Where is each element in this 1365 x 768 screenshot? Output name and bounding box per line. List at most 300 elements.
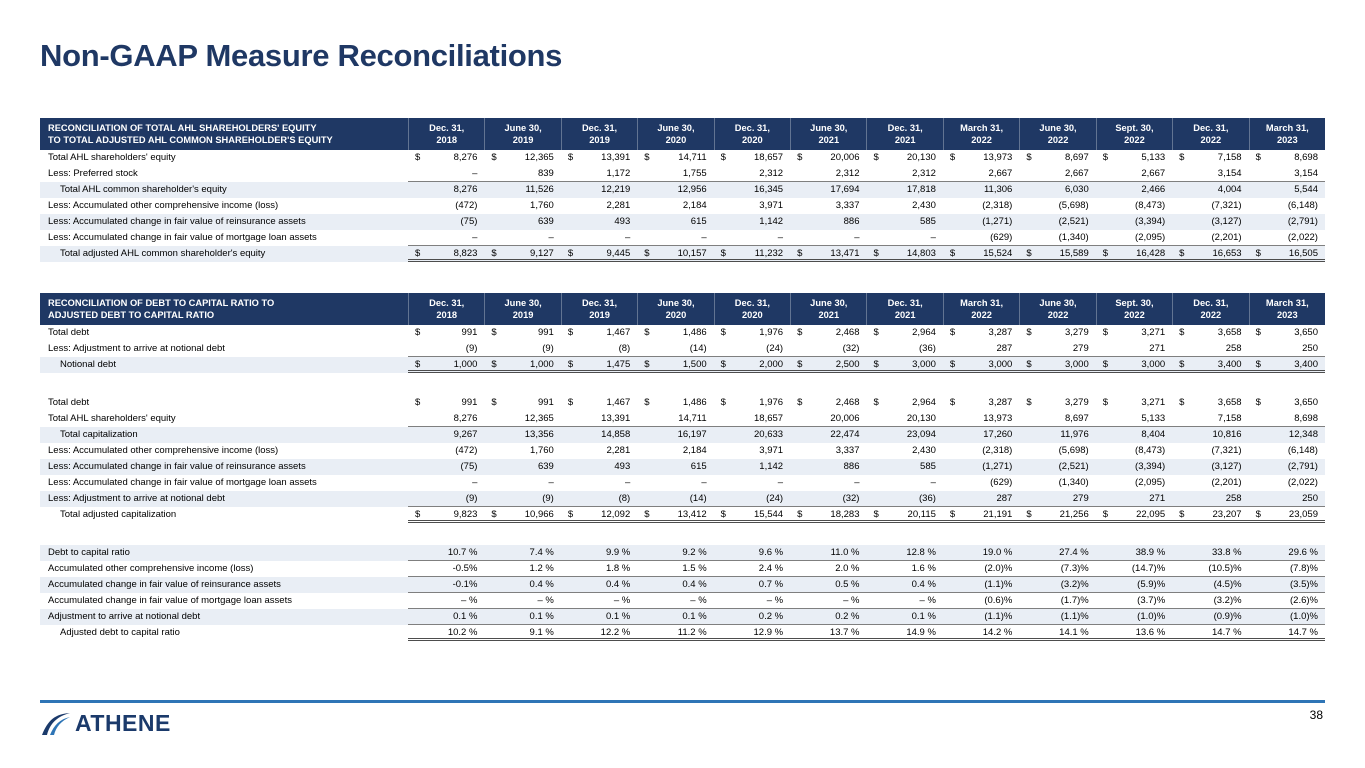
cell-value: (2,791) bbox=[1287, 461, 1318, 472]
value-cell bbox=[1019, 357, 1095, 373]
value-cell bbox=[714, 443, 790, 459]
value-cell bbox=[561, 491, 637, 507]
column-header-line: Dec. 31, bbox=[429, 297, 465, 308]
value-cell bbox=[866, 395, 942, 411]
cell-value: 16,653 bbox=[1212, 248, 1242, 259]
cell-value: – bbox=[624, 477, 631, 488]
cell-value: 1,000 bbox=[530, 359, 554, 370]
column-header bbox=[714, 118, 790, 150]
cell-value: 585 bbox=[920, 461, 936, 472]
dollar-sign: $ bbox=[720, 359, 726, 370]
value-cell bbox=[790, 198, 866, 214]
cell-value: 8,404 bbox=[1141, 429, 1166, 440]
table-header-row bbox=[40, 118, 1325, 150]
cell-value: 0.4 % bbox=[911, 579, 936, 590]
dollar-sign: $ bbox=[1179, 359, 1185, 370]
row-label: Less: Accumulated change in fair value of reinsurance assets bbox=[48, 461, 306, 472]
value-cell bbox=[1249, 357, 1325, 373]
cell-value: (7.8)% bbox=[1290, 563, 1318, 574]
value-cell bbox=[790, 625, 866, 641]
value-cell bbox=[1172, 577, 1248, 593]
cell-value: 21,191 bbox=[983, 509, 1013, 520]
cell-value: 2,184 bbox=[682, 200, 707, 211]
cell-value: 5,133 bbox=[1141, 152, 1166, 163]
cell-value: 13,391 bbox=[601, 413, 631, 424]
cell-value: – bbox=[701, 477, 707, 488]
cell-value: (2,521) bbox=[1058, 461, 1089, 472]
cell-value: 16,505 bbox=[1288, 248, 1318, 259]
value-cell bbox=[866, 411, 942, 427]
cell-value: (7.3)% bbox=[1060, 563, 1089, 574]
cell-value: – % bbox=[919, 595, 936, 606]
cell-value: 991 bbox=[537, 327, 554, 338]
cell-value: (32) bbox=[842, 343, 860, 354]
cell-value: 16,197 bbox=[677, 429, 707, 440]
cell-value: 2,430 bbox=[912, 200, 936, 211]
cell-value: 1,467 bbox=[606, 397, 631, 408]
value-cell bbox=[943, 443, 1019, 459]
value-cell bbox=[866, 507, 942, 523]
dollar-sign: $ bbox=[949, 509, 956, 520]
cell-value: 15,524 bbox=[983, 248, 1013, 259]
cell-value: (3,394) bbox=[1135, 216, 1166, 227]
value-cell bbox=[943, 459, 1019, 475]
section-spacer bbox=[40, 523, 1325, 545]
cell-value: 0.7 % bbox=[758, 579, 784, 590]
value-cell bbox=[408, 459, 484, 475]
value-cell bbox=[1249, 198, 1325, 214]
column-header bbox=[637, 293, 713, 325]
dollar-sign: $ bbox=[1255, 152, 1261, 163]
cell-value: 493 bbox=[614, 216, 631, 227]
value-cell bbox=[1096, 459, 1172, 475]
value-cell bbox=[637, 150, 713, 166]
cell-value: 1,475 bbox=[606, 359, 631, 370]
cell-value: 0.4 % bbox=[605, 579, 631, 590]
value-cell bbox=[484, 625, 560, 641]
value-cell bbox=[714, 561, 790, 577]
cell-value: 16,428 bbox=[1136, 248, 1166, 259]
dollar-sign: $ bbox=[567, 359, 574, 370]
value-cell bbox=[866, 246, 942, 262]
column-header-line: 2022 bbox=[971, 135, 992, 145]
value-cell bbox=[561, 459, 637, 475]
column-header bbox=[866, 118, 942, 150]
value-cell bbox=[408, 166, 484, 182]
cell-value: 20,006 bbox=[830, 152, 860, 163]
row-label: Total AHL shareholders' equity bbox=[48, 413, 176, 424]
value-cell bbox=[1249, 577, 1325, 593]
cell-value: 250 bbox=[1302, 493, 1318, 504]
cell-value: – % bbox=[766, 595, 784, 606]
cell-value: 287 bbox=[996, 493, 1013, 504]
value-cell bbox=[561, 561, 637, 577]
cell-value: 13,973 bbox=[983, 413, 1013, 424]
cell-value: 18,657 bbox=[754, 413, 784, 424]
dollar-sign: $ bbox=[873, 152, 879, 163]
cell-value: 886 bbox=[843, 461, 860, 472]
dollar-sign: $ bbox=[491, 327, 497, 338]
value-cell bbox=[408, 357, 484, 373]
cell-value: – % bbox=[461, 595, 478, 606]
cell-value: (5,698) bbox=[1058, 200, 1089, 211]
cell-value: 11,526 bbox=[525, 184, 554, 195]
dollar-sign: $ bbox=[720, 248, 726, 259]
cell-value: 1,755 bbox=[682, 168, 707, 179]
cell-value: 271 bbox=[1149, 493, 1166, 504]
value-cell bbox=[637, 593, 713, 609]
cell-value: 22,095 bbox=[1136, 509, 1166, 520]
table-row bbox=[40, 593, 1325, 609]
column-header-line: March 31, bbox=[1265, 297, 1309, 308]
cell-value: 21,256 bbox=[1059, 509, 1089, 520]
cell-value: (4.5)% bbox=[1213, 579, 1242, 590]
value-cell bbox=[1172, 609, 1248, 625]
cell-value: 3,271 bbox=[1141, 327, 1166, 338]
cell-value: (3.2)% bbox=[1213, 595, 1242, 606]
value-cell bbox=[790, 214, 866, 230]
column-header-line: 2018 bbox=[436, 310, 458, 320]
column-header bbox=[866, 293, 942, 325]
cell-value: 1,467 bbox=[606, 327, 631, 338]
value-cell bbox=[484, 182, 560, 198]
cell-value: – bbox=[624, 232, 631, 243]
column-header bbox=[561, 118, 637, 150]
value-cell bbox=[714, 150, 790, 166]
cell-value: (7,321) bbox=[1211, 200, 1242, 211]
value-cell bbox=[1172, 545, 1248, 561]
value-cell bbox=[408, 214, 484, 230]
cell-value: (75) bbox=[460, 461, 478, 472]
value-cell bbox=[1096, 561, 1172, 577]
cell-value: 3,287 bbox=[988, 397, 1013, 408]
value-cell bbox=[561, 593, 637, 609]
cell-value: 10.2 % bbox=[447, 627, 478, 638]
value-cell bbox=[943, 411, 1019, 427]
value-cell bbox=[943, 491, 1019, 507]
dollar-sign: $ bbox=[873, 509, 879, 520]
value-cell bbox=[1019, 246, 1095, 262]
cell-value: (8) bbox=[618, 493, 631, 504]
cell-value: 10,966 bbox=[524, 509, 554, 520]
value-cell bbox=[866, 325, 942, 341]
cell-value: 6,030 bbox=[1064, 184, 1089, 195]
cell-value: – bbox=[854, 232, 860, 243]
cell-value: (9) bbox=[542, 343, 554, 354]
cell-value: 2,500 bbox=[835, 359, 860, 370]
cell-value: 615 bbox=[690, 461, 707, 472]
value-cell bbox=[561, 395, 637, 411]
value-cell bbox=[408, 507, 484, 523]
column-header bbox=[1096, 293, 1172, 325]
cell-value: 12.2 % bbox=[600, 627, 631, 638]
value-cell bbox=[561, 545, 637, 561]
value-cell bbox=[561, 166, 637, 182]
value-cell bbox=[790, 443, 866, 459]
value-cell bbox=[637, 395, 713, 411]
cell-value: (2.6)% bbox=[1290, 595, 1318, 606]
cell-value: 2,466 bbox=[1141, 184, 1166, 195]
dollar-sign: $ bbox=[1255, 327, 1261, 338]
cell-value: 3,658 bbox=[1217, 397, 1242, 408]
table-row bbox=[40, 625, 1325, 641]
value-cell bbox=[866, 182, 942, 198]
value-cell bbox=[484, 609, 560, 625]
cell-value: (8,473) bbox=[1135, 445, 1166, 456]
value-cell bbox=[561, 507, 637, 523]
cell-value: 7.4 % bbox=[529, 547, 554, 558]
value-cell bbox=[1172, 475, 1248, 491]
dollar-sign: $ bbox=[720, 509, 726, 520]
value-cell bbox=[484, 150, 560, 166]
cell-value: 12,956 bbox=[677, 184, 707, 195]
cell-value: (3,127) bbox=[1211, 216, 1242, 227]
column-header-line: 2019 bbox=[589, 310, 610, 320]
cell-value: – bbox=[548, 232, 554, 243]
dollar-sign: $ bbox=[491, 397, 497, 408]
cell-value: 20,006 bbox=[830, 413, 860, 424]
cell-value: 1,976 bbox=[759, 397, 784, 408]
value-cell bbox=[866, 491, 942, 507]
column-header-line: Dec. 31, bbox=[887, 122, 923, 133]
value-cell bbox=[943, 395, 1019, 411]
cell-value: (24) bbox=[766, 343, 784, 354]
cell-value: 20,130 bbox=[906, 152, 936, 163]
value-cell bbox=[714, 411, 790, 427]
value-cell bbox=[790, 182, 866, 198]
value-cell bbox=[1096, 577, 1172, 593]
table-title bbox=[40, 293, 408, 325]
value-cell bbox=[1096, 325, 1172, 341]
row-label: Total AHL common shareholder's equity bbox=[60, 184, 227, 195]
value-cell bbox=[408, 443, 484, 459]
dollar-sign: $ bbox=[1179, 509, 1185, 520]
cell-value: (14) bbox=[689, 493, 707, 504]
value-cell bbox=[1249, 625, 1325, 641]
cell-value: 20,633 bbox=[754, 429, 784, 440]
cell-value: 2,312 bbox=[835, 168, 860, 179]
value-cell bbox=[561, 427, 637, 443]
cell-value: 0.4 % bbox=[529, 579, 554, 590]
cell-value: 12.9 % bbox=[753, 627, 784, 638]
value-cell bbox=[1096, 475, 1172, 491]
cell-value: (10.5)% bbox=[1208, 563, 1242, 574]
cell-value: (36) bbox=[919, 493, 936, 504]
column-header-line: 2020 bbox=[665, 310, 687, 320]
value-cell bbox=[637, 182, 713, 198]
table-row bbox=[40, 357, 1325, 373]
value-cell bbox=[1172, 395, 1248, 411]
cell-value: 991 bbox=[537, 397, 554, 408]
column-header-line: June 30, bbox=[657, 297, 695, 308]
cell-value: 9.6 % bbox=[758, 547, 784, 558]
dollar-sign: $ bbox=[1179, 397, 1185, 408]
value-cell bbox=[714, 491, 790, 507]
table-row bbox=[40, 577, 1325, 593]
value-cell bbox=[637, 443, 713, 459]
dollar-sign: $ bbox=[415, 152, 421, 163]
cell-value: 3,287 bbox=[988, 327, 1013, 338]
cell-value: – % bbox=[537, 595, 554, 606]
cell-value: 886 bbox=[843, 216, 860, 227]
column-header-line: Dec. 31, bbox=[429, 122, 465, 133]
cell-value: 8,697 bbox=[1064, 413, 1089, 424]
cell-value: – % bbox=[843, 595, 860, 606]
cell-value: 2,281 bbox=[606, 445, 631, 456]
value-cell bbox=[866, 150, 942, 166]
cell-value: (472) bbox=[455, 445, 478, 456]
value-cell bbox=[866, 214, 942, 230]
value-cell bbox=[484, 246, 560, 262]
value-cell bbox=[1019, 395, 1095, 411]
value-cell bbox=[790, 491, 866, 507]
dollar-sign: $ bbox=[491, 152, 497, 163]
column-header bbox=[790, 118, 866, 150]
cell-value: (6,148) bbox=[1287, 445, 1318, 456]
value-cell bbox=[561, 198, 637, 214]
value-cell bbox=[943, 246, 1019, 262]
value-cell bbox=[943, 230, 1019, 246]
cell-value: (2,201) bbox=[1211, 477, 1242, 488]
row-label: Adjustment to arrive at notional debt bbox=[48, 611, 201, 622]
value-cell bbox=[1019, 427, 1095, 443]
cell-value: – bbox=[701, 232, 707, 243]
cell-value: 1,500 bbox=[682, 359, 707, 370]
cell-value: 0.5 % bbox=[835, 579, 860, 590]
value-cell bbox=[1096, 625, 1172, 641]
cell-value: 13,412 bbox=[677, 509, 707, 520]
column-header bbox=[943, 118, 1019, 150]
dollar-sign: $ bbox=[797, 359, 803, 370]
value-cell bbox=[408, 246, 484, 262]
cell-value: (2,095) bbox=[1135, 232, 1166, 243]
dollar-sign: $ bbox=[1255, 509, 1261, 520]
column-header bbox=[1019, 293, 1095, 325]
value-cell bbox=[1096, 166, 1172, 182]
value-cell bbox=[408, 150, 484, 166]
value-cell bbox=[1096, 507, 1172, 523]
row-label: Total debt bbox=[48, 397, 90, 408]
value-cell bbox=[1019, 593, 1095, 609]
cell-value: 7,158 bbox=[1217, 413, 1242, 424]
cell-value: 3,271 bbox=[1141, 397, 1166, 408]
cell-value: (9) bbox=[542, 493, 554, 504]
value-cell bbox=[790, 411, 866, 427]
dollar-sign: $ bbox=[1102, 509, 1109, 520]
value-cell bbox=[408, 395, 484, 411]
value-cell bbox=[637, 475, 713, 491]
cell-value: 493 bbox=[614, 461, 631, 472]
column-header-line: 2021 bbox=[818, 310, 840, 320]
value-cell bbox=[561, 443, 637, 459]
value-cell bbox=[561, 214, 637, 230]
cell-value: 1,172 bbox=[606, 168, 631, 179]
dollar-sign: $ bbox=[949, 152, 956, 163]
row-label: Total adjusted AHL common shareholder's equity bbox=[60, 248, 266, 259]
column-header-line: 2022 bbox=[1047, 310, 1069, 320]
debt-capital-ratio-reconciliation-table bbox=[40, 293, 1325, 641]
value-cell bbox=[1019, 214, 1095, 230]
dollar-sign: $ bbox=[567, 397, 574, 408]
cell-value: (2,022) bbox=[1287, 232, 1318, 243]
cell-value: 11.0 % bbox=[830, 547, 860, 558]
value-cell bbox=[1096, 150, 1172, 166]
column-header-line: Dec. 31, bbox=[734, 122, 770, 133]
value-cell bbox=[714, 198, 790, 214]
value-cell bbox=[790, 507, 866, 523]
dollar-sign: $ bbox=[797, 152, 803, 163]
value-cell bbox=[714, 609, 790, 625]
value-cell bbox=[943, 182, 1019, 198]
value-cell bbox=[637, 507, 713, 523]
cell-value: 839 bbox=[537, 168, 554, 179]
value-cell bbox=[714, 182, 790, 198]
value-cell bbox=[1249, 214, 1325, 230]
value-cell bbox=[1096, 357, 1172, 373]
column-header-line: Dec. 31, bbox=[1193, 297, 1229, 308]
column-header-line: Dec. 31, bbox=[581, 122, 618, 133]
row-label: Debt to capital ratio bbox=[48, 547, 130, 558]
value-cell bbox=[408, 561, 484, 577]
value-cell bbox=[1096, 182, 1172, 198]
value-cell bbox=[1019, 577, 1095, 593]
cell-value: 14.7 % bbox=[1212, 627, 1242, 638]
cell-value: 2,430 bbox=[912, 445, 936, 456]
value-cell bbox=[1096, 246, 1172, 262]
value-cell bbox=[637, 411, 713, 427]
cell-value: 18,657 bbox=[754, 152, 784, 163]
column-header-line: 2021 bbox=[894, 310, 916, 320]
dollar-sign: $ bbox=[491, 509, 497, 520]
value-cell bbox=[637, 609, 713, 625]
value-cell bbox=[561, 609, 637, 625]
cell-value: 3,279 bbox=[1064, 397, 1089, 408]
dollar-sign: $ bbox=[1102, 248, 1109, 259]
value-cell bbox=[1096, 214, 1172, 230]
table-row bbox=[40, 443, 1325, 459]
cell-value: 12.8 % bbox=[906, 547, 936, 558]
cell-value: 14,803 bbox=[906, 248, 936, 259]
row-label: Adjusted debt to capital ratio bbox=[60, 627, 180, 638]
value-cell bbox=[1172, 166, 1248, 182]
cell-value: (3,127) bbox=[1211, 461, 1242, 472]
value-cell bbox=[790, 609, 866, 625]
cell-value: -0.5% bbox=[452, 563, 478, 574]
value-cell bbox=[1172, 246, 1248, 262]
cell-value: 3,971 bbox=[759, 200, 784, 211]
value-cell bbox=[790, 246, 866, 262]
row-label: Accumulated other comprehensive income (loss) bbox=[48, 563, 254, 574]
value-cell bbox=[866, 475, 942, 491]
value-cell bbox=[790, 395, 866, 411]
cell-value: 9,823 bbox=[453, 509, 478, 520]
value-cell bbox=[1019, 198, 1095, 214]
value-cell bbox=[714, 357, 790, 373]
value-cell bbox=[484, 411, 560, 427]
value-cell bbox=[1096, 443, 1172, 459]
table-row bbox=[40, 166, 1325, 182]
cell-value: 12,365 bbox=[524, 413, 554, 424]
cell-value: 20,130 bbox=[906, 413, 936, 424]
value-cell bbox=[943, 561, 1019, 577]
cell-value: 11.2 % bbox=[677, 627, 707, 638]
cell-value: 14.7 % bbox=[1288, 627, 1318, 638]
dollar-sign: $ bbox=[415, 397, 421, 408]
value-cell bbox=[790, 166, 866, 182]
value-cell bbox=[714, 459, 790, 475]
cell-value: (1,340) bbox=[1058, 232, 1089, 243]
cell-value: – bbox=[472, 232, 478, 243]
